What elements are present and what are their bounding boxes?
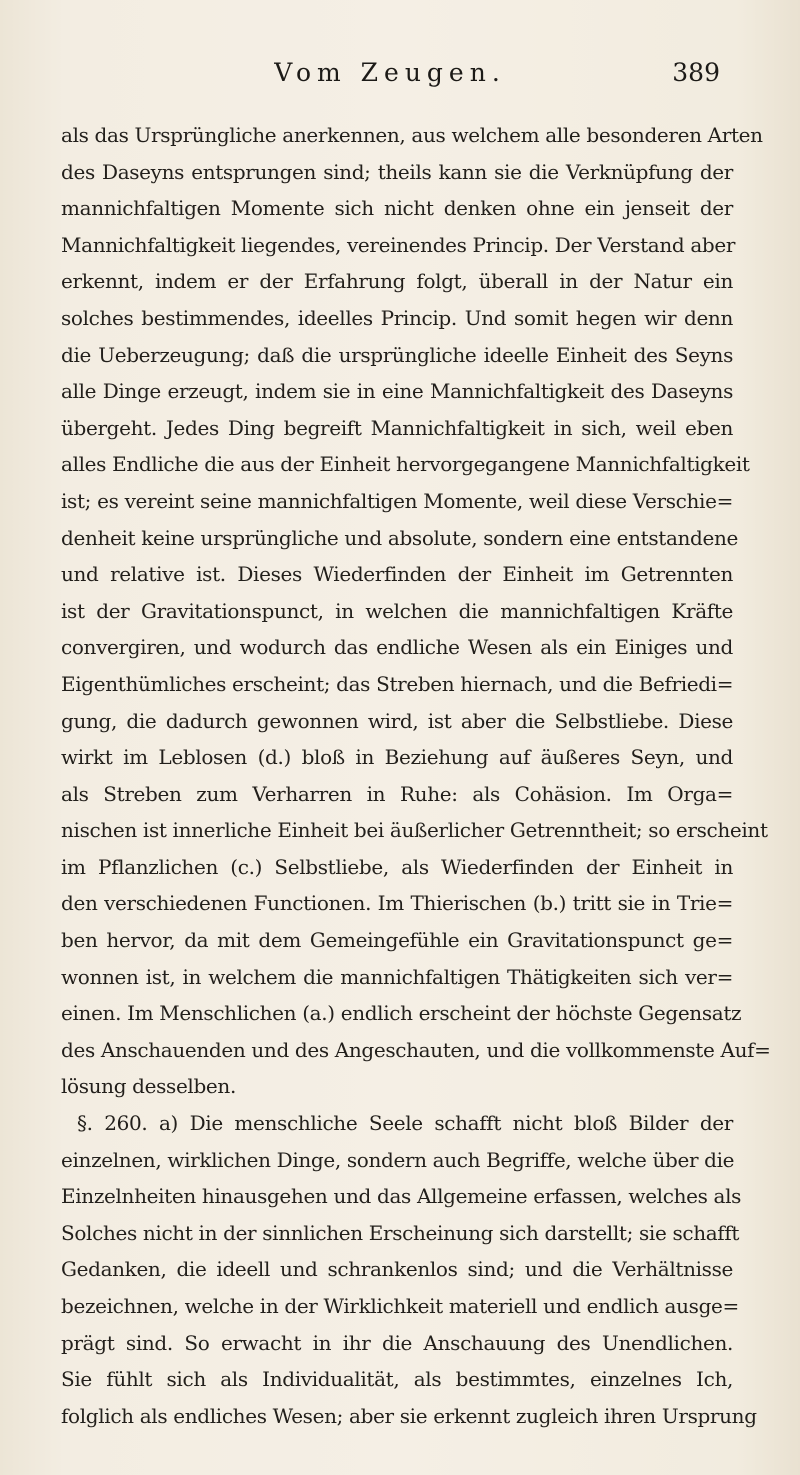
- text-line: lösung desselben.: [61, 1074, 236, 1099]
- text-line: im Pflanzlichen (c.) Selbstliebe, als Wiederfinden der Einheit in: [61, 854, 733, 879]
- text-line: nischen ist innerliche Einheit bei äußerlicher Getrenntheit; so erscheint: [61, 818, 768, 843]
- text-line: ist der Gravitationspunct, in welchen die mannichfaltigen Kräfte: [61, 598, 733, 623]
- text-line: alles Endliche die aus der Einheit hervorgegangene Mannichfaltigkeit: [61, 452, 750, 477]
- text-line: folglich als endliches Wesen; aber sie erkennt zugleich ihren Ursprung: [61, 1403, 757, 1428]
- text-line: ist; es vereint seine mannichfaltigen Momente, weil diese Verschie=: [61, 488, 733, 513]
- text-line: des Anschauenden und des Angeschauten, und die vollkommenste Auf=: [61, 1037, 771, 1062]
- text-line: Gedanken, die ideell und schrankenlos sind; und die Verhältnisse: [61, 1257, 733, 1282]
- text-line: alle Dinge erzeugt, indem sie in eine Mannichfaltigkeit des Daseyns: [61, 379, 733, 404]
- text-line: als das Ursprüngliche anerkennen, aus welchem alle besonderen Arten: [61, 123, 763, 147]
- body-text: [61, 117, 771, 1434]
- text-line: Solches nicht in der sinnlichen Erscheinung sich darstellt; sie schafft: [61, 1220, 740, 1245]
- text-line: den verschiedenen Functionen. Im Thierischen (b.) tritt sie in Trie=: [61, 891, 733, 916]
- page-header: [60, 58, 720, 98]
- text-line: einen. Im Menschlichen (a.) endlich erscheint der höchste Gegensatz: [61, 1001, 742, 1026]
- section-heading-line: §. 260. a) Die menschliche Seele schafft nicht bloß Bilder der: [77, 1111, 733, 1136]
- text-line: solches bestimmendes, ideelles Princip. Und somit hegen wir denn: [61, 305, 733, 330]
- text-line: die Ueberzeugung; daß die ursprüngliche ideelle Einheit des Seyns: [61, 342, 733, 367]
- text-line: einzelnen, wirklichen Dinge, sondern auch Begriffe, welche über die: [61, 1147, 735, 1172]
- page-number: 389: [672, 58, 720, 87]
- text-line: Einzelnheiten hinausgehen und das Allgemeine erfassen, welches als: [61, 1184, 742, 1209]
- text-line: erkennt, indem er der Erfahrung folgt, überall in der Natur ein: [61, 269, 733, 294]
- text-line: gung, die dadurch gewonnen wird, ist aber die Selbstliebe. Diese: [61, 708, 733, 733]
- text-line: Mannichfaltigkeit liegendes, vereinendes Princip. Der Verstand aber: [61, 232, 736, 257]
- text-line: convergiren, und wodurch das endliche Wesen als ein Einiges und: [61, 635, 733, 660]
- text-line: Eigenthümliches erscheint; das Streben hiernach, und die Befriedi=: [61, 671, 734, 696]
- text-line: prägt sind. So erwacht in ihr die Anschauung des Unendlichen.: [61, 1330, 733, 1355]
- running-title: Vom Zeugen.: [274, 58, 506, 87]
- text-line: Sie fühlt sich als Individualität, als bestimmtes, einzelnes Ich,: [61, 1367, 733, 1392]
- text-line: bezeichnen, welche in der Wirklichkeit materiell und endlich ausge=: [61, 1294, 739, 1318]
- text-line: als Streben zum Verharren in Ruhe: als Cohäsion. Im Orga=: [61, 781, 733, 806]
- text-line: und relative ist. Dieses Wiederfinden der Einheit im Getrennten: [61, 562, 733, 587]
- text-line: mannichfaltigen Momente sich nicht denken ohne ein jenseit der: [61, 196, 733, 221]
- text-line: wonnen ist, in welchem die mannichfaltigen Thätigkeiten sich ver=: [61, 964, 733, 989]
- text-line: denheit keine ursprüngliche und absolute, sondern eine entstandene: [61, 525, 739, 550]
- text-line: des Daseyns entsprungen sind; theils kann sie die Verknüpfung der: [61, 159, 733, 184]
- text-line: übergeht. Jedes Ding begreift Mannichfaltigkeit in sich, weil eben: [61, 415, 733, 440]
- text-line: wirkt im Leblosen (d.) bloß in Beziehung auf äußeres Seyn, und: [61, 745, 733, 770]
- text-line: ben hervor, da mit dem Gemeingefühle ein Gravitationspunct ge=: [61, 928, 733, 953]
